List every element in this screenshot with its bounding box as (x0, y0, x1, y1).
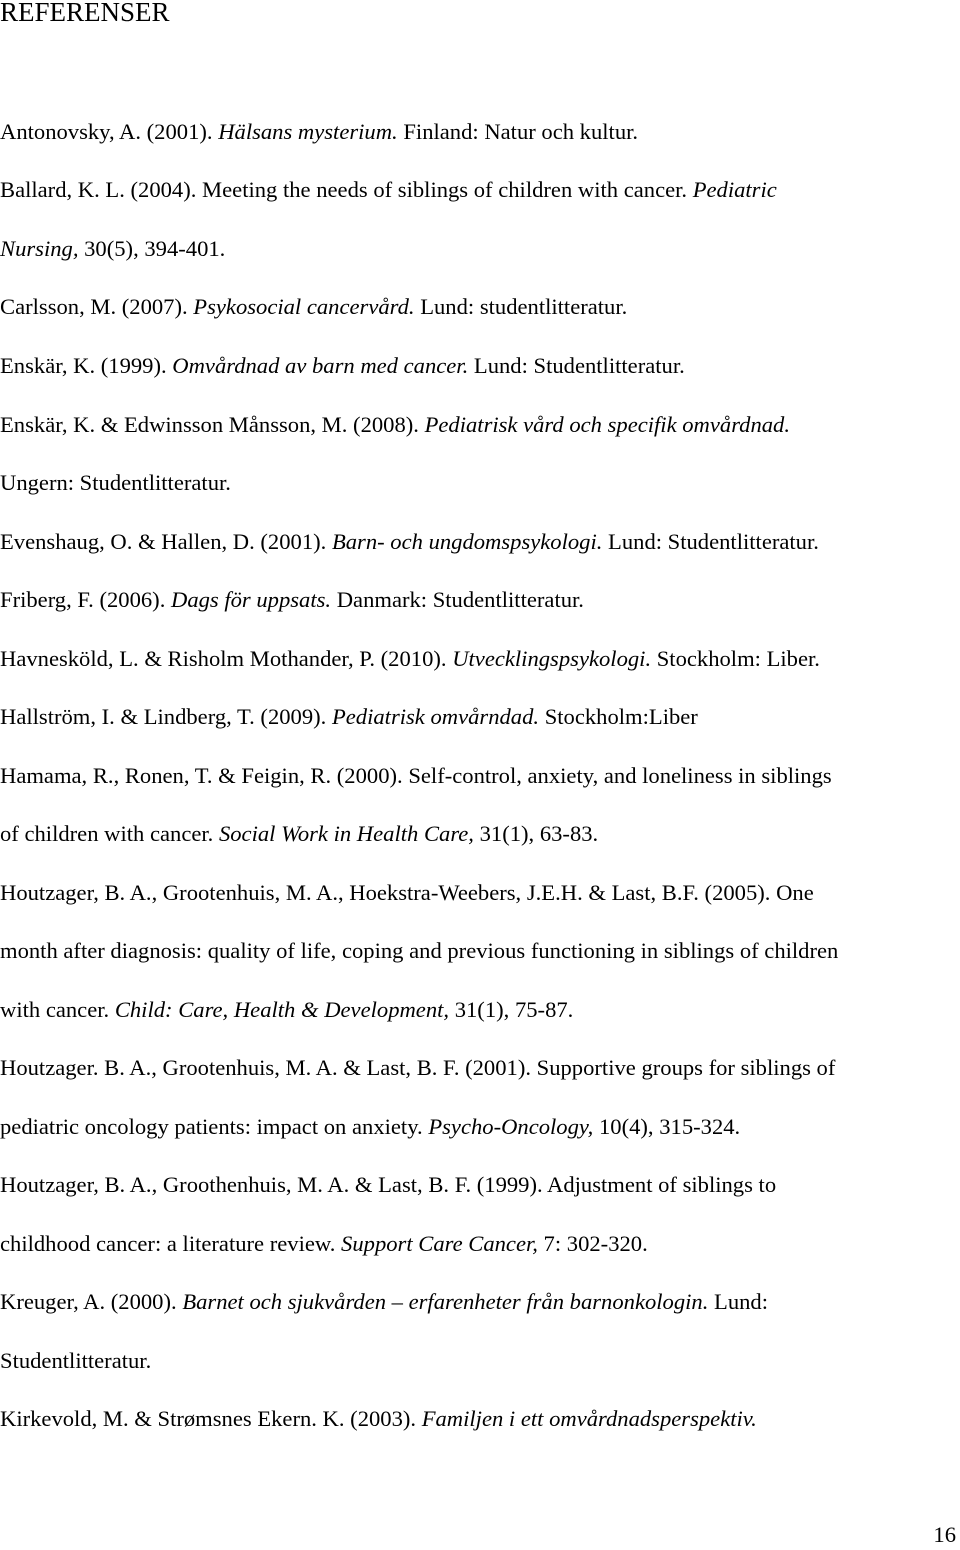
reference-line (0, 1346, 151, 1376)
reference-title: Pediatrisk omvårndad. (331, 704, 540, 729)
reference-text: Houtzager. B. A., Grootenhuis, M. A. & Last, B. F. (2001). Supportive groups for siblings of (0, 1055, 836, 1080)
reference-title: Omvårdnad av barn med cancer. (172, 353, 469, 378)
reference-title: Child: Care, Health & Development, (114, 997, 450, 1022)
reference-line (0, 1053, 835, 1083)
reference-text: Carlsson, M. (2007). (0, 294, 194, 319)
reference-text: Danmark: Studentlitteratur. (331, 587, 584, 612)
reference-text: Ballard, K. L. (2004). Meeting the needs of siblings of children with cancer. (0, 177, 693, 202)
reference-line (0, 1287, 768, 1317)
reference-text: with cancer. (0, 997, 115, 1022)
reference-text: pediatric oncology patients: impact on anxiety. (0, 1114, 429, 1139)
reference-text: Studentlitteratur. (0, 1348, 152, 1373)
reference-title: Barn- och ungdomspsykologi. (331, 529, 603, 554)
reference-title: Pediatric (692, 177, 777, 202)
reference-text: Hallström, I. & Lindberg, T. (2009). (0, 704, 332, 729)
reference-line (0, 702, 698, 732)
reference-text: of children with cancer. (0, 821, 219, 846)
reference-line (0, 1170, 776, 1200)
reference-text: Evenshaug, O. & Hallen, D. (2001). (0, 529, 332, 554)
reference-text: Havnesköld, L. & Risholm Mothander, P. (2010). (0, 646, 453, 671)
reference-line (0, 410, 790, 440)
reference-text: Friberg, F. (2006). (0, 587, 171, 612)
reference-text: 31(1), 75-87. (449, 997, 574, 1022)
reference-line (0, 351, 685, 381)
reference-text: Kreuger, A. (2000). (0, 1289, 183, 1314)
reference-line (0, 527, 819, 557)
reference-line (0, 936, 838, 966)
reference-text: Enskär, K. (1999). (0, 353, 173, 378)
reference-title: Hälsans mysterium. (218, 119, 398, 144)
reference-text: 7: 302-320. (537, 1231, 648, 1256)
reference-line (0, 468, 231, 498)
reference-text: Ungern: Studentlitteratur. (0, 470, 231, 495)
reference-line (0, 1112, 740, 1142)
reference-text: Lund: Studentlitteratur. (602, 529, 819, 554)
reference-text: Lund: Studentlitteratur. (468, 353, 685, 378)
reference-line (0, 585, 584, 615)
reference-line (0, 878, 814, 908)
reference-text: Lund: (708, 1289, 768, 1314)
reference-text: Antonovsky, A. (2001). (0, 119, 219, 144)
reference-line (0, 292, 627, 322)
reference-text: Stockholm: Liber. (651, 646, 820, 671)
reference-title: Pediatrisk vård och specifik omvårdnad. (424, 412, 790, 437)
reference-text: childhood cancer: a literature review. (0, 1231, 342, 1256)
reference-text: 30(5), 394-401. (78, 236, 226, 261)
page-number: 16 (933, 1522, 956, 1547)
reference-line (0, 819, 598, 849)
reference-line (0, 1404, 757, 1434)
reference-line (0, 644, 820, 674)
page-title: REFERENSER (0, 0, 170, 27)
reference-text: Hamama, R., Ronen, T. & Feigin, R. (2000). Self-control, anxiety, and loneliness in siblings (0, 763, 832, 788)
reference-title: Familjen i ett omvårdnadsperspektiv. (421, 1406, 757, 1431)
reference-line (0, 761, 832, 791)
reference-title: Nursing, (0, 236, 79, 261)
reference-text: Stockholm:Liber (539, 704, 698, 729)
reference-text: Enskär, K. & Edwinsson Månsson, M. (2008). (0, 412, 425, 437)
reference-title: Social Work in Health Care, (218, 821, 474, 846)
reference-text: Kirkevold, M. & Strømsnes Ekern. K. (2003). (0, 1406, 422, 1431)
reference-title: Utvecklingspsykologi. (452, 646, 652, 671)
reference-line (0, 175, 777, 205)
reference-title: Dags för uppsats. (171, 587, 332, 612)
reference-title: Barnet och sjukvården – erfarenheter från barnonkologin. (182, 1289, 709, 1314)
reference-title: Psykosocial cancervård. (193, 294, 415, 319)
reference-line (0, 1229, 648, 1259)
reference-title: Psycho-Oncology, (428, 1114, 594, 1139)
reference-text: 10(4), 315-324. (593, 1114, 741, 1139)
reference-text: Lund: studentlitteratur. (414, 294, 628, 319)
reference-text: month after diagnosis: quality of life, coping and previous functioning in siblings of children (0, 938, 839, 963)
reference-text: Houtzager, B. A., Grootenhuis, M. A., Hoekstra-Weebers, J.E.H. & Last, B.F. (2005). One (0, 880, 814, 905)
reference-line (0, 995, 573, 1025)
reference-title: Support Care Cancer, (341, 1231, 538, 1256)
reference-line (0, 234, 225, 264)
reference-text: Houtzager, B. A., Groothenhuis, M. A. & Last, B. F. (1999). Adjustment of siblings to (0, 1172, 777, 1197)
reference-line (0, 117, 638, 147)
reference-text: 31(1), 63-83. (473, 821, 599, 846)
reference-text: Finland: Natur och kultur. (397, 119, 639, 144)
